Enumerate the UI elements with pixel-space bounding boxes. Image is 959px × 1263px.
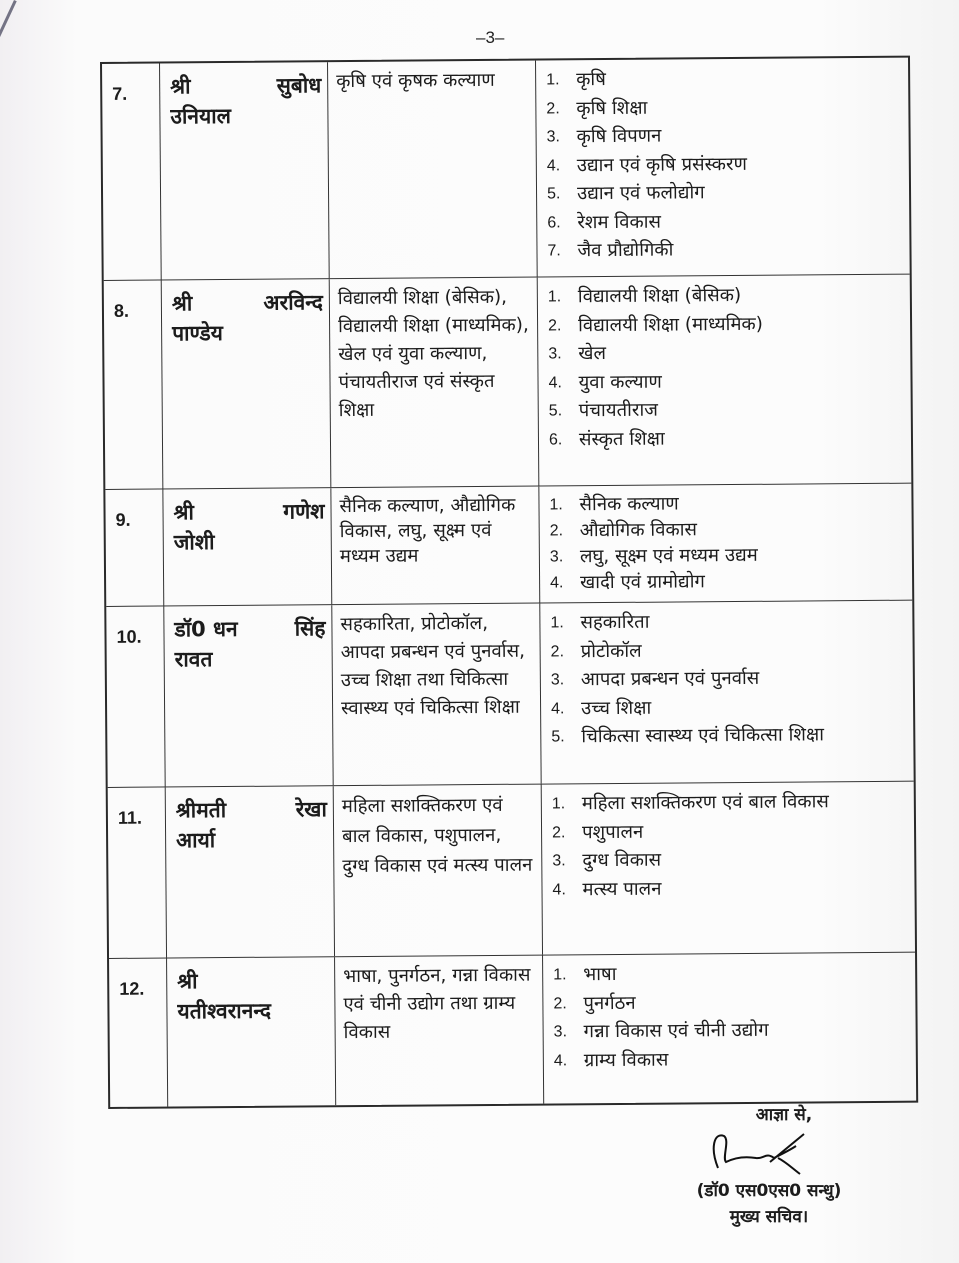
list-item: 4. मत्स्य पालन bbox=[552, 878, 662, 900]
list-item: 5. उद्यान एवं फलोद्योग bbox=[546, 182, 705, 205]
minister-name bbox=[166, 786, 335, 957]
allocated-subjects bbox=[540, 601, 913, 784]
table-row bbox=[102, 58, 910, 281]
serial-number: 8. bbox=[104, 281, 164, 489]
list-item: 7. जैव प्रौद्योगिकी bbox=[547, 239, 674, 262]
allocated-subjects bbox=[542, 782, 915, 955]
department-text: भाषा, पुनर्गठन, गन्ना विकास एवं चीनी उद्योग तथा ग्राम्य विकास bbox=[343, 964, 531, 1044]
list-item: 3. खेल bbox=[548, 343, 607, 365]
portfolio-allocation-table bbox=[100, 56, 918, 1109]
name-first: अरविन्द bbox=[263, 290, 323, 315]
list-item: 2. प्रोटोकॉल bbox=[550, 640, 642, 662]
table-row bbox=[105, 484, 912, 607]
list-item: 2. पुनर्गठन bbox=[553, 992, 636, 1014]
table-row bbox=[104, 275, 912, 490]
serial-number: 11. bbox=[108, 788, 167, 958]
list-item: 3. कृषि विपणन bbox=[546, 125, 662, 148]
name-first: सिंह bbox=[294, 616, 326, 641]
list-item: 1. महिला सशक्तिकरण एवं बाल विकास bbox=[551, 791, 829, 815]
serial-number: 10. bbox=[106, 607, 165, 787]
name-prefix: श्री bbox=[173, 500, 194, 525]
list-item: 4. खादी एवं ग्रामोद्योग bbox=[550, 571, 705, 594]
list-item: 1. भाषा bbox=[553, 963, 617, 986]
list-item: 3. दुग्ध विकास bbox=[552, 849, 662, 872]
list-item: 2. विद्यालयी शिक्षा (माध्यमिक) bbox=[548, 313, 763, 336]
minister-name bbox=[160, 62, 330, 279]
department-list bbox=[331, 487, 540, 605]
list-item: 3. आपदा प्रबन्धन एवं पुनर्वास bbox=[550, 667, 760, 691]
name-prefix: श्री bbox=[170, 74, 191, 99]
allocated-subjects bbox=[538, 275, 912, 486]
minister-name bbox=[164, 605, 333, 786]
department-text: महिला सशक्तिकरण एवं बाल विकास, पशुपालन, दुग्ध विकास एवं मत्स्य पालन bbox=[341, 794, 533, 878]
serial-number: 9. bbox=[105, 490, 164, 606]
table-row bbox=[108, 782, 915, 959]
scan-edge-mark bbox=[0, 0, 17, 47]
department-text: कृषि एवं कृषक कल्याण bbox=[336, 69, 495, 93]
name-last: आर्या bbox=[176, 828, 216, 853]
name-first: रेखा bbox=[295, 797, 327, 822]
name-last: रावत bbox=[174, 647, 213, 672]
minister-name bbox=[167, 957, 336, 1106]
department-list bbox=[334, 785, 543, 957]
list-item: 3. लघु, सूक्ष्म एवं मध्यम उद्यम bbox=[549, 544, 758, 568]
page-number: –3– bbox=[476, 28, 505, 47]
list-item: 2. कृषि शिक्षा bbox=[546, 97, 648, 119]
department-list bbox=[335, 956, 544, 1106]
list-item: 6. संस्कृत शिक्षा bbox=[548, 428, 665, 450]
signature-icon bbox=[664, 1128, 874, 1178]
list-item: 5. पंचायतीराज bbox=[548, 399, 659, 422]
list-item: 6. रेशम विकास bbox=[547, 211, 662, 233]
allocated-subjects bbox=[543, 953, 916, 1104]
name-prefix: श्री bbox=[171, 291, 193, 316]
list-item: 2. औद्योगिक विकास bbox=[549, 519, 698, 542]
name-first: सुबोध bbox=[276, 73, 322, 98]
allocated-subjects bbox=[536, 58, 910, 277]
order-text: आज्ञा से, bbox=[755, 1105, 813, 1125]
department-list bbox=[328, 61, 538, 279]
serial-number: 7. bbox=[102, 64, 162, 280]
allocated-subjects bbox=[539, 484, 912, 603]
name-last: जोशी bbox=[173, 530, 215, 555]
signatory-designation: मुख्य सचिव। bbox=[729, 1207, 809, 1227]
serial-number: 12. bbox=[109, 959, 168, 1107]
department-list bbox=[330, 278, 540, 488]
department-list bbox=[332, 604, 541, 786]
table-row bbox=[106, 601, 913, 788]
list-item: 4. ग्राम्य विकास bbox=[553, 1049, 669, 1071]
name-prefix: श्री bbox=[177, 969, 198, 994]
name-last: पाण्डेय bbox=[172, 321, 223, 346]
list-item: 2. पशुपालन bbox=[551, 821, 644, 843]
name-prefix: डॉ0 धन bbox=[174, 616, 238, 642]
name-first: गणेश bbox=[283, 499, 325, 524]
list-item: 5. चिकित्सा स्वास्थ्य एवं चिकित्सा शिक्षा bbox=[551, 724, 825, 748]
list-item: 1. सैनिक कल्याण bbox=[549, 493, 679, 516]
name-prefix: श्रीमती bbox=[175, 798, 227, 823]
minister-name bbox=[162, 279, 332, 488]
table-row bbox=[109, 953, 916, 1107]
department-text: सहकारिता, प्रोटोकॉल, आपदा प्रबन्धन एवं पुनर्वास, उच्च शिक्षा तथा चिकित्सा स्वास्थ्य एवं चिकित्सा शिक्षा bbox=[340, 612, 526, 720]
signatory-name: (डॉ0 एस0एस0 सन्धु) bbox=[696, 1181, 842, 1201]
list-item: 1. कृषि bbox=[546, 69, 606, 91]
list-item: 1. विद्यालयी शिक्षा (बेसिक) bbox=[547, 284, 742, 308]
signature-block bbox=[664, 1102, 874, 1230]
department-text: सैनिक कल्याण, औद्योगिक विकास, लघु, सूक्ष्म एवं मध्यम उद्यम bbox=[339, 494, 516, 568]
list-item: 4. युवा कल्याण bbox=[548, 371, 662, 393]
list-item: 1. सहकारिता bbox=[550, 611, 650, 634]
minister-name bbox=[163, 488, 332, 605]
department-text: विद्यालयी शिक्षा (बेसिक), विद्यालयी शिक्षा (माध्यमिक), खेल एवं युवा कल्याण, पंचायतीराज एवं संस्कृत शिक्षा bbox=[337, 286, 529, 422]
list-item: 4. उद्यान एवं कृषि प्रसंस्करण bbox=[546, 153, 747, 176]
name-last: यतीश्वरानन्द bbox=[177, 998, 272, 1024]
name-last: उनियाल bbox=[170, 103, 231, 129]
list-item: 3. गन्ना विकास एवं चीनी उद्योग bbox=[553, 1019, 769, 1043]
list-item: 4. उच्च शिक्षा bbox=[551, 697, 652, 719]
